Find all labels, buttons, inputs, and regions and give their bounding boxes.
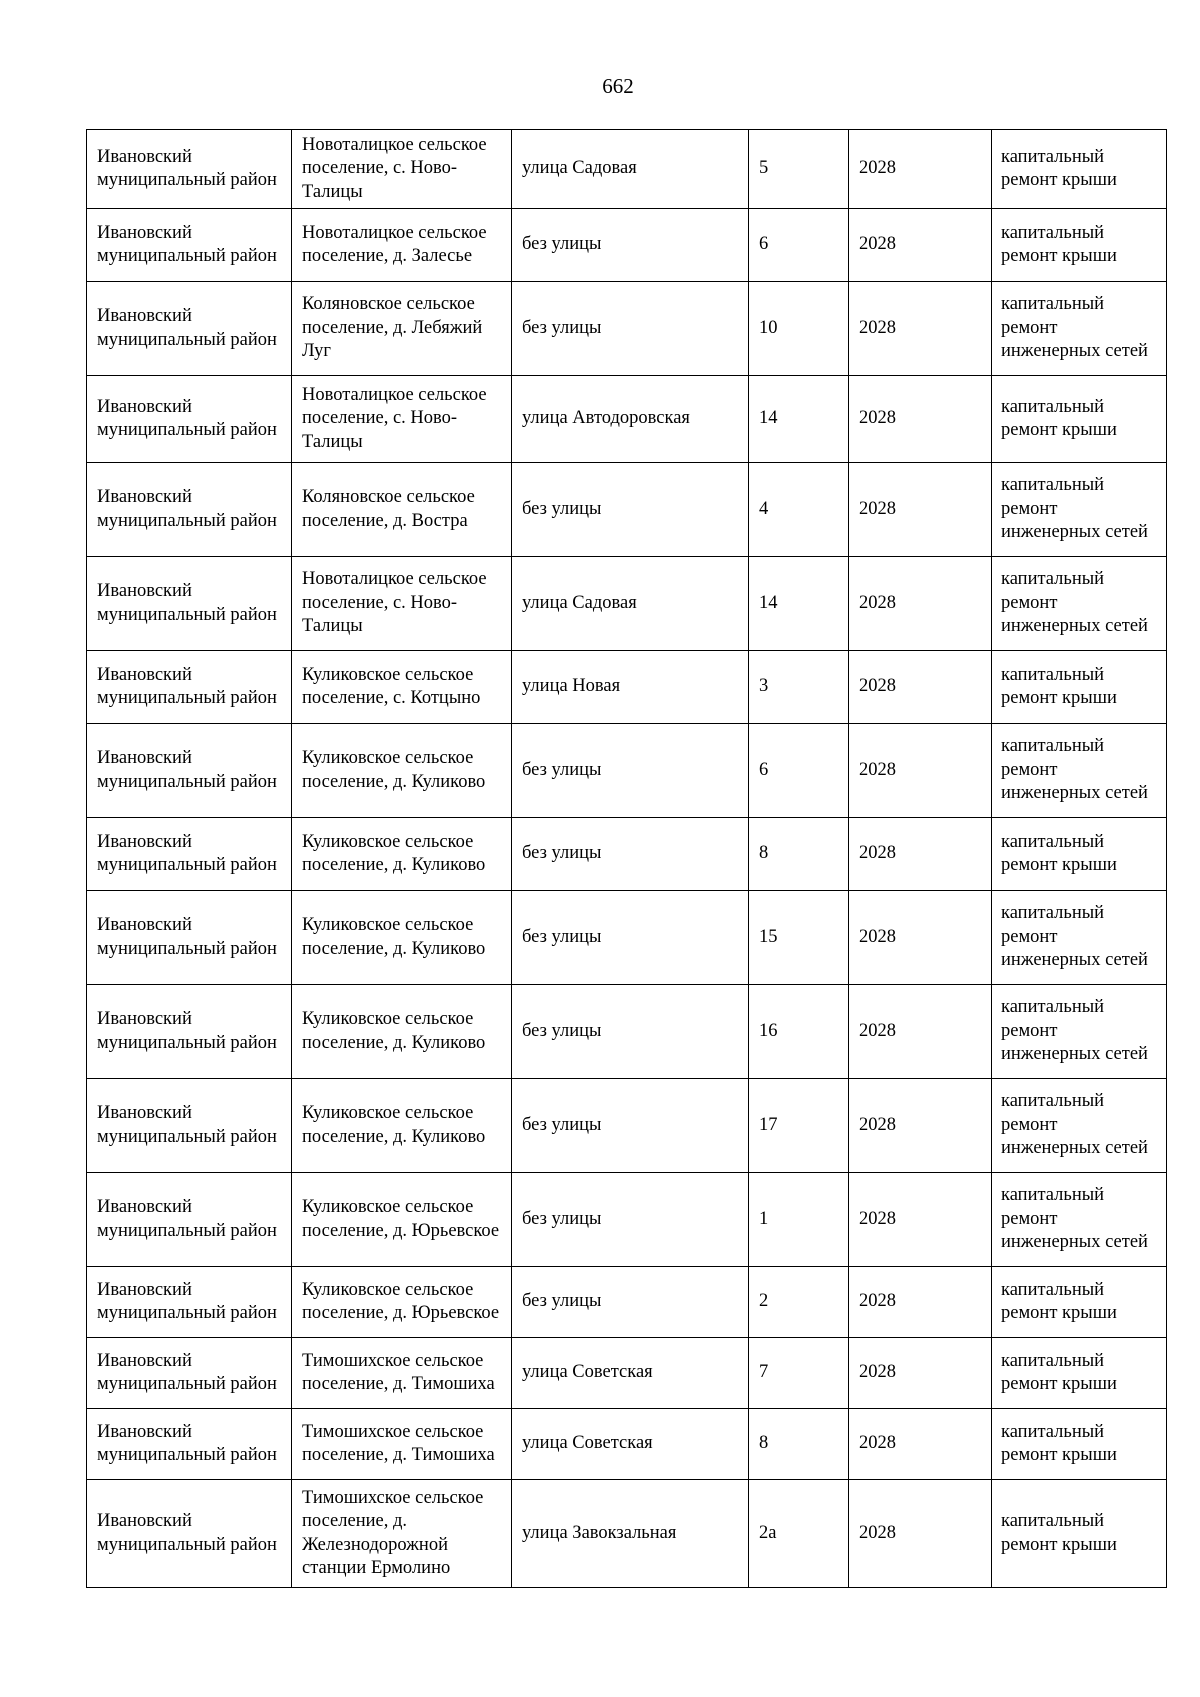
- work-type-cell: капитальный ремонт крыши: [992, 1409, 1167, 1480]
- house-number-cell: 17: [749, 1079, 849, 1173]
- table-row: [87, 1338, 1167, 1409]
- district-cell: Ивановский муниципальный район: [87, 557, 292, 651]
- work-type-cell: капитальный ремонт инженерных сетей: [992, 463, 1167, 557]
- street-cell: без улицы: [512, 209, 749, 282]
- year-cell: 2028: [849, 724, 992, 818]
- settlement-cell: Тимошихское сельское поселение, д. Тимошиха: [292, 1409, 512, 1480]
- district-cell: Ивановский муниципальный район: [87, 1409, 292, 1480]
- year-cell: 2028: [849, 209, 992, 282]
- house-number-cell: 6: [749, 724, 849, 818]
- district-cell: Ивановский муниципальный район: [87, 463, 292, 557]
- district-cell: Ивановский муниципальный район: [87, 282, 292, 376]
- street-cell: без улицы: [512, 1079, 749, 1173]
- house-number-cell: 1: [749, 1173, 849, 1267]
- house-number-cell: 6: [749, 209, 849, 282]
- year-cell: 2028: [849, 1338, 992, 1409]
- street-cell: улица Садовая: [512, 557, 749, 651]
- district-cell: Ивановский муниципальный район: [87, 376, 292, 463]
- house-number-cell: 15: [749, 891, 849, 985]
- house-number-cell: 2: [749, 1267, 849, 1338]
- work-type-cell: капитальный ремонт крыши: [992, 818, 1167, 891]
- table-row: [87, 985, 1167, 1079]
- house-number-cell: 8: [749, 818, 849, 891]
- house-number-cell: 2а: [749, 1480, 849, 1588]
- table-row: [87, 1079, 1167, 1173]
- street-cell: улица Автодоровская: [512, 376, 749, 463]
- street-cell: улица Садовая: [512, 130, 749, 209]
- table-row: [87, 209, 1167, 282]
- street-cell: без улицы: [512, 1173, 749, 1267]
- district-cell: Ивановский муниципальный район: [87, 1338, 292, 1409]
- year-cell: 2028: [849, 463, 992, 557]
- table-row: [87, 891, 1167, 985]
- street-cell: улица Советская: [512, 1338, 749, 1409]
- settlement-cell: Куликовское сельское поселение, д. Куликово: [292, 891, 512, 985]
- table-body: [87, 130, 1167, 1588]
- house-number-cell: 7: [749, 1338, 849, 1409]
- work-type-cell: капитальный ремонт инженерных сетей: [992, 282, 1167, 376]
- settlement-cell: Куликовское сельское поселение, с. Котцыно: [292, 651, 512, 724]
- street-cell: без улицы: [512, 985, 749, 1079]
- work-type-cell: капитальный ремонт крыши: [992, 130, 1167, 209]
- table-row: [87, 130, 1167, 209]
- work-type-cell: капитальный ремонт крыши: [992, 1267, 1167, 1338]
- table-row: [87, 1480, 1167, 1588]
- settlement-cell: Коляновское сельское поселение, д. Востра: [292, 463, 512, 557]
- work-type-cell: капитальный ремонт крыши: [992, 209, 1167, 282]
- year-cell: 2028: [849, 1480, 992, 1588]
- district-cell: Ивановский муниципальный район: [87, 985, 292, 1079]
- street-cell: улица Завокзальная: [512, 1480, 749, 1588]
- year-cell: 2028: [849, 1079, 992, 1173]
- year-cell: 2028: [849, 557, 992, 651]
- work-type-cell: капитальный ремонт инженерных сетей: [992, 724, 1167, 818]
- work-type-cell: капитальный ремонт крыши: [992, 1338, 1167, 1409]
- table-row: [87, 463, 1167, 557]
- street-cell: без улицы: [512, 724, 749, 818]
- work-type-cell: капитальный ремонт инженерных сетей: [992, 985, 1167, 1079]
- work-type-cell: капитальный ремонт инженерных сетей: [992, 1079, 1167, 1173]
- table-row: [87, 818, 1167, 891]
- year-cell: 2028: [849, 282, 992, 376]
- table-row: [87, 557, 1167, 651]
- district-cell: Ивановский муниципальный район: [87, 651, 292, 724]
- street-cell: без улицы: [512, 282, 749, 376]
- settlement-cell: Тимошихское сельское поселение, д. Тимошиха: [292, 1338, 512, 1409]
- table-row: [87, 282, 1167, 376]
- work-type-cell: капитальный ремонт крыши: [992, 651, 1167, 724]
- street-cell: без улицы: [512, 891, 749, 985]
- settlement-cell: Новоталицкое сельское поселение, с. Ново-Талицы: [292, 376, 512, 463]
- street-cell: улица Советская: [512, 1409, 749, 1480]
- table-row: [87, 1409, 1167, 1480]
- settlement-cell: Новоталицкое сельское поселение, с. Ново-Талицы: [292, 130, 512, 209]
- settlement-cell: Тимошихское сельское поселение, д. Железнодорожной станции Ермолино: [292, 1480, 512, 1588]
- table-row: [87, 724, 1167, 818]
- settlement-cell: Куликовское сельское поселение, д. Куликово: [292, 985, 512, 1079]
- district-cell: Ивановский муниципальный район: [87, 818, 292, 891]
- house-number-cell: 14: [749, 557, 849, 651]
- year-cell: 2028: [849, 891, 992, 985]
- year-cell: 2028: [849, 1173, 992, 1267]
- settlement-cell: Куликовское сельское поселение, д. Юрьевское: [292, 1267, 512, 1338]
- house-number-cell: 16: [749, 985, 849, 1079]
- settlement-cell: Куликовское сельское поселение, д. Юрьевское: [292, 1173, 512, 1267]
- work-type-cell: капитальный ремонт инженерных сетей: [992, 891, 1167, 985]
- settlement-cell: Новоталицкое сельское поселение, д. Залесье: [292, 209, 512, 282]
- table-row: [87, 376, 1167, 463]
- year-cell: 2028: [849, 818, 992, 891]
- page-number: 662: [602, 74, 634, 98]
- street-cell: без улицы: [512, 463, 749, 557]
- district-cell: Ивановский муниципальный район: [87, 130, 292, 209]
- district-cell: Ивановский муниципальный район: [87, 891, 292, 985]
- work-type-cell: капитальный ремонт инженерных сетей: [992, 1173, 1167, 1267]
- house-number-cell: 3: [749, 651, 849, 724]
- house-number-cell: 5: [749, 130, 849, 209]
- house-number-cell: 4: [749, 463, 849, 557]
- house-number-cell: 14: [749, 376, 849, 463]
- table-row: [87, 1267, 1167, 1338]
- table-row: [87, 1173, 1167, 1267]
- table-row: [87, 651, 1167, 724]
- district-cell: Ивановский муниципальный район: [87, 1267, 292, 1338]
- settlement-cell: Куликовское сельское поселение, д. Куликово: [292, 818, 512, 891]
- work-type-cell: капитальный ремонт крыши: [992, 1480, 1167, 1588]
- street-cell: без улицы: [512, 1267, 749, 1338]
- house-number-cell: 8: [749, 1409, 849, 1480]
- settlement-cell: Куликовское сельское поселение, д. Куликово: [292, 724, 512, 818]
- year-cell: 2028: [849, 1409, 992, 1480]
- settlement-cell: Коляновское сельское поселение, д. Лебяжий Луг: [292, 282, 512, 376]
- house-number-cell: 10: [749, 282, 849, 376]
- settlement-cell: Новоталицкое сельское поселение, с. Ново-Талицы: [292, 557, 512, 651]
- district-cell: Ивановский муниципальный район: [87, 1480, 292, 1588]
- work-type-cell: капитальный ремонт крыши: [992, 376, 1167, 463]
- district-cell: Ивановский муниципальный район: [87, 209, 292, 282]
- settlement-cell: Куликовское сельское поселение, д. Куликово: [292, 1079, 512, 1173]
- year-cell: 2028: [849, 1267, 992, 1338]
- year-cell: 2028: [849, 376, 992, 463]
- district-cell: Ивановский муниципальный район: [87, 1173, 292, 1267]
- district-cell: Ивановский муниципальный район: [87, 724, 292, 818]
- year-cell: 2028: [849, 130, 992, 209]
- year-cell: 2028: [849, 985, 992, 1079]
- district-cell: Ивановский муниципальный район: [87, 1079, 292, 1173]
- year-cell: 2028: [849, 651, 992, 724]
- repair-schedule-table: [86, 129, 1167, 1588]
- street-cell: улица Новая: [512, 651, 749, 724]
- street-cell: без улицы: [512, 818, 749, 891]
- work-type-cell: капитальный ремонт инженерных сетей: [992, 557, 1167, 651]
